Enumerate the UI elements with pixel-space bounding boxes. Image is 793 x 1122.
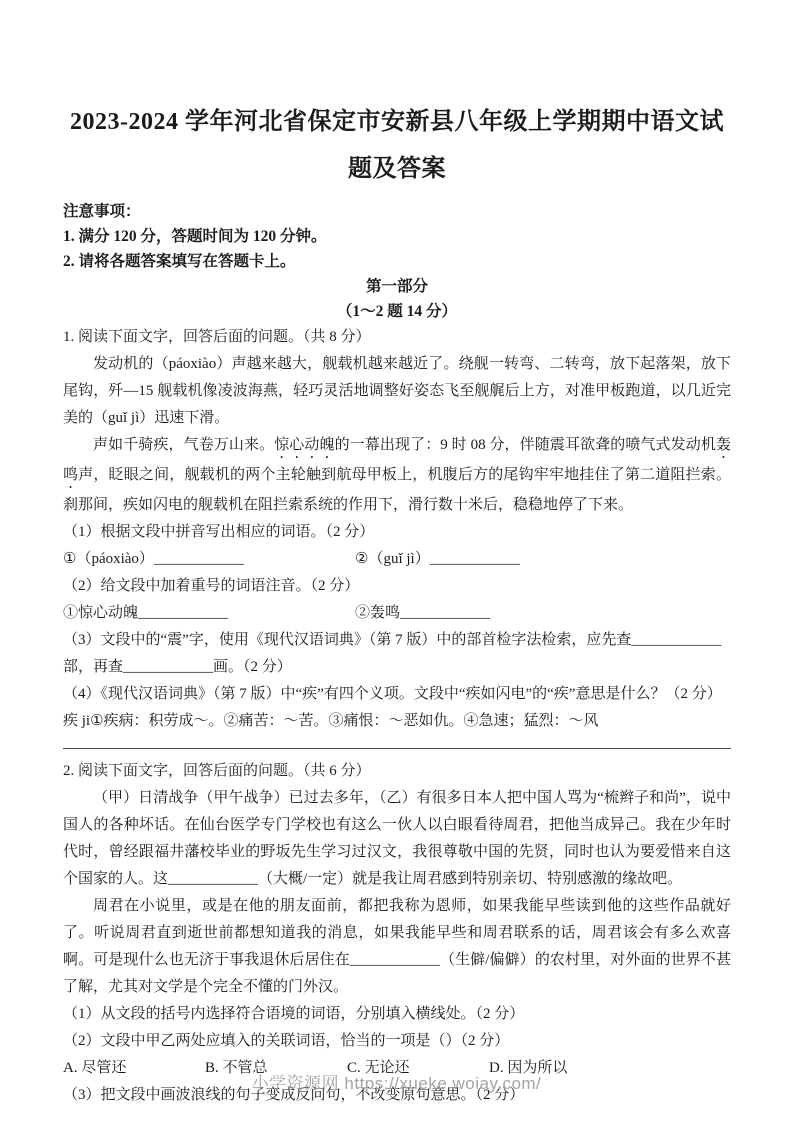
question-2-sub-3: （3）把文段中画波浪线的句子变成反问句，不改变原句意思。（2 分） [63, 1087, 525, 1103]
notice-section [63, 199, 731, 274]
answer-blank: ①（páoxiào）____________ [63, 551, 244, 567]
question-1-sub-3: （3）文段中的“震”字，使用《现代汉语词典》（第 7 版）中的部首检字法检索，应先查____________部，再查____________画。（2 分） [63, 632, 722, 675]
footer-watermark: 小学资源网 https://xueke.woiay.com/ [251, 1074, 542, 1093]
notice-item: 1. 满分 120 分，答题时间为 120 分钟。 [63, 228, 327, 245]
section-divider [63, 748, 731, 749]
answer-blank: ②轰鸣____________ [355, 605, 491, 621]
answer-blank: ①惊心动魄____________ [63, 605, 229, 621]
answer-blank: ②（guǐ jì）____________ [355, 551, 520, 567]
section-subtitle: （1～2 题 14 分） [336, 303, 458, 320]
question-1-sub-1: （1）根据文段中拼音写出相应的词语。（2 分） [63, 524, 375, 540]
choice-option-b: B. 不管总 [205, 1060, 268, 1076]
choice-option-d: D. 因为所以 [489, 1060, 568, 1076]
question-1-sub-2: （2）给文段中加着重号的词语注音。（2 分） [63, 578, 360, 594]
notice-heading: 注意事项： [63, 203, 141, 220]
question-2-passage-paragraph-1: （甲）日清战争（甲午战争）已过去多年，（乙）有很多日本人把中国人骂为“梳辫子和尚”，说中国人的各种坏话。在仙台医学专门学校也有这么一伙人以白眼看待周君，把他当成异己。我在少年时代时，曾经跟福井藩校毕业的野坂先生学习过汉文，我很尊敬中国的先贤，同时也认为要爱惜来自这个国家的人。这____________（大概/一定）就是我让周君感到特别亲切、特别感激的缘故吧。 [63, 790, 731, 887]
emphasized-word: 轰鸣 [63, 437, 731, 483]
question-1-stem: 1. 阅读下面文字，回答后面的问题。（共 8 分） [63, 329, 371, 345]
choice-option-a: A. 尽管还 [63, 1060, 127, 1076]
question-2-sub-2: （2）文段中甲乙两处应填入的关联词语，恰当的一项是（）（2 分） [63, 1033, 510, 1049]
choice-option-c: C. 无论还 [347, 1060, 410, 1076]
notice-item: 2. 请将各题答案填写在答题卡上。 [63, 253, 296, 270]
answer-blank-row [63, 600, 731, 627]
answer-blank-row [63, 546, 731, 573]
question-2-sub-1: （1）从文段的括号内选择符合语境的词语，分别填入横线处。（2 分） [63, 1006, 525, 1022]
question-2-stem: 2. 阅读下面文字，回答后面的问题。（共 6 分） [63, 763, 371, 779]
passage-text: 的一幕出现了：9 时 08 分，伴随震耳欲聋的喷气式发动机 [334, 437, 716, 453]
question-2-passage-paragraph-2: 周君在小说里，或是在他的朋友面前，都把我称为恩师，如果我能早些读到他的这些作品就好了。听说周君直到逝世前都想知道我的消息，如果我能早些和周君联系的话，周君该会有多么欢喜啊。可是现什么也无济于事我退休后居住在____________（生僻/偏僻）的农村里，对外面的世界不甚了解，尤其对文学是个完全不懂的门外汉。 [63, 898, 731, 995]
passage-text: 声如千骑疾，气卷万山来。 [93, 437, 275, 453]
question-1 [63, 324, 731, 735]
question-2 [63, 758, 731, 1109]
dictionary-entry-note: 疾 ji①疾病：积劳成～。②痛苦：～苦。③痛恨：～恶如仇。④急速；猛烈：～风 [63, 713, 599, 729]
section-title: 第一部分 [365, 278, 428, 295]
page-title: 2023-2024 学年河北省保定市安新县八年级上学期期中语文试题及答案 [70, 109, 724, 182]
question-1-passage-paragraph-1: 发动机的（páoxiào）声越来越大，舰载机越来越近了。绕舰一转弯、二转弯，放下起落架，放下尾钩，歼—15 舰载机像凌波海燕，轻巧灵活地调整好姿态飞至舰艉后上方，对准甲板跑道，以几近完美的（guǐ jì）迅速下滑。 [63, 356, 731, 426]
emphasized-word: 惊心动魄 [274, 437, 335, 453]
question-1-sub-4: （4）《现代汉语词典》（第 7 版）中“疾”有四个义项。文段中“疾如闪电”的“疾”意思是什么？（2 分） [63, 686, 722, 702]
question-1-passage-paragraph-2 [63, 432, 731, 519]
passage-text: 声，眨眼之间，舰载机的两个主轮触到航母甲板上，机腹后方的尾钩牢牢地挂住了第二道阻拦索。刹那间，疾如闪电的舰载机在阻拦索系统的作用下，滑行数十米后，稳稳地停了下来。 [63, 467, 731, 513]
